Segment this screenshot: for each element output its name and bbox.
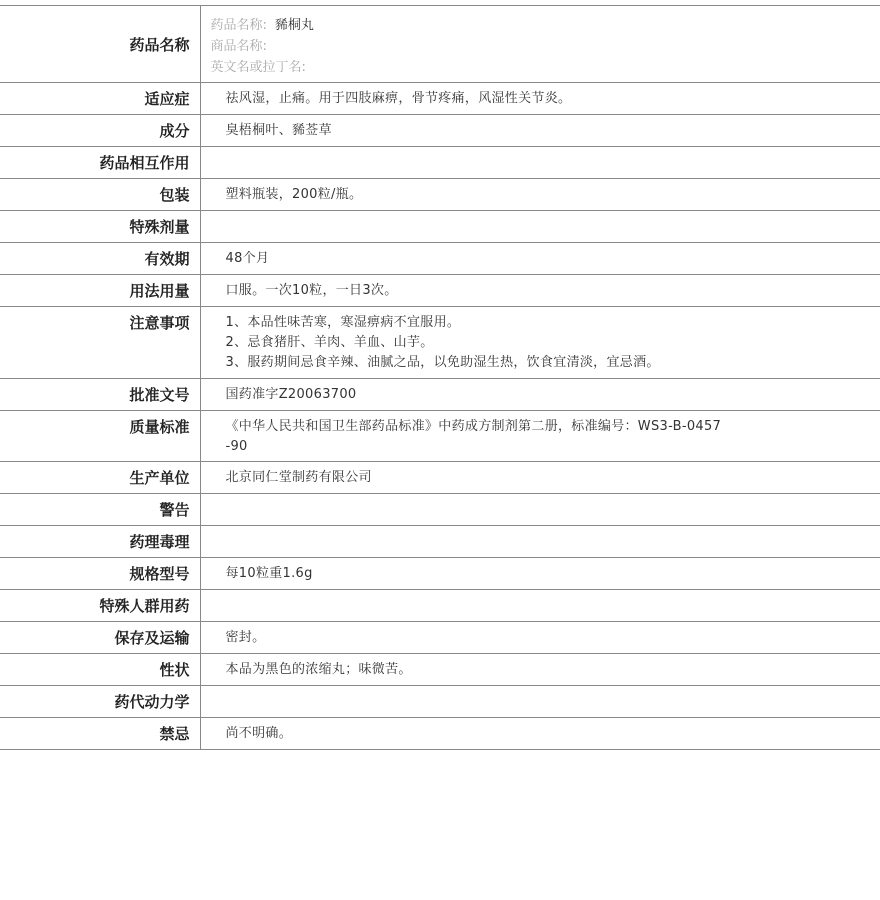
row-value-text	[201, 462, 880, 488]
row-value	[200, 115, 880, 147]
row-label-text: 药品名称	[129, 36, 190, 54]
row-value	[200, 147, 880, 179]
value-line: 塑料瓶装，200粒/瓶。	[225, 187, 363, 202]
generic-name-key: 药品名称:	[210, 18, 267, 33]
value-line: 祛风湿，止痛。用于四肢麻痹，骨节疼痛，风湿性关节炎。	[225, 91, 572, 106]
table-row	[0, 526, 880, 558]
row-value	[200, 211, 880, 243]
row-label-text: 药理毒理	[129, 533, 190, 551]
row-value	[200, 494, 880, 526]
row-label	[0, 411, 200, 462]
row-label-text: 特殊剂量	[129, 218, 190, 236]
row-label	[0, 654, 200, 686]
table-row	[0, 179, 880, 211]
table-row	[0, 307, 880, 379]
table-row	[0, 686, 880, 718]
value-line: 48个月	[225, 251, 270, 266]
table-row	[0, 147, 880, 179]
row-label-text: 特殊人群用药	[99, 597, 190, 615]
value-line: 尚不明确。	[225, 726, 293, 741]
row-value	[200, 718, 880, 750]
row-label-text: 禁忌	[159, 725, 190, 743]
table-row	[0, 462, 880, 494]
row-value-text	[201, 718, 880, 744]
row-label-text: 质量标准	[129, 418, 190, 436]
row-value	[200, 307, 880, 379]
row-value-text	[201, 275, 880, 301]
row-label-text: 生产单位	[129, 469, 190, 487]
value-line: 2、忌食猪肝、羊肉、羊血、山芋。	[225, 335, 434, 350]
table-row	[0, 411, 880, 462]
generic-name-line	[211, 15, 880, 36]
row-value	[200, 179, 880, 211]
row-label-text: 有效期	[144, 250, 190, 268]
row-label	[0, 494, 200, 526]
value-line: 北京同仁堂制药有限公司	[225, 470, 372, 485]
row-label	[0, 179, 200, 211]
row-value	[200, 462, 880, 494]
row-value-text	[201, 379, 880, 405]
table-row	[0, 718, 880, 750]
value-line: 密封。	[225, 630, 266, 645]
row-label	[0, 686, 200, 718]
row-label-text: 药代动力学	[114, 693, 190, 711]
row-label	[0, 115, 200, 147]
row-value	[200, 411, 880, 462]
value-line: 本品为黑色的浓缩丸；味微苦。	[225, 662, 412, 677]
row-value-text	[201, 243, 880, 269]
latin-name-line	[211, 57, 880, 78]
row-label	[0, 147, 200, 179]
table-row	[0, 211, 880, 243]
row-value-text	[201, 622, 880, 648]
row-value-text	[201, 307, 880, 373]
generic-name-value: 豨桐丸	[274, 18, 314, 33]
row-value	[200, 379, 880, 411]
row-value	[200, 243, 880, 275]
table-row	[0, 590, 880, 622]
table-row	[0, 83, 880, 115]
row-value	[200, 654, 880, 686]
row-value-text	[201, 83, 880, 109]
row-label	[0, 6, 200, 83]
table-row	[0, 494, 880, 526]
trade-name-line	[211, 36, 880, 57]
row-value-text	[201, 211, 880, 217]
row-label-text: 警告	[159, 501, 190, 519]
value-line: 臭梧桐叶、豨莶草	[225, 123, 332, 138]
row-value	[200, 590, 880, 622]
value-line: 口服。一次10粒，一日3次。	[225, 283, 398, 298]
row-value	[200, 558, 880, 590]
row-label	[0, 243, 200, 275]
row-value	[200, 83, 880, 115]
row-value-text	[201, 147, 880, 153]
row-label	[0, 590, 200, 622]
row-label	[0, 718, 200, 750]
row-value-text	[201, 115, 880, 141]
row-value-text	[201, 494, 880, 500]
table-row	[0, 558, 880, 590]
row-value	[200, 686, 880, 718]
row-value-text	[201, 558, 880, 584]
value-line: 每10粒重1.6g	[225, 566, 313, 581]
row-label	[0, 526, 200, 558]
value-line: -90	[225, 439, 248, 454]
row-label-text: 药品相互作用	[99, 154, 190, 172]
row-label-text: 保存及运输	[114, 629, 190, 647]
table-row	[0, 243, 880, 275]
table-row	[0, 115, 880, 147]
trade-name-key: 商品名称:	[210, 39, 267, 54]
row-value-text	[201, 686, 880, 692]
table-row	[0, 379, 880, 411]
row-value	[200, 275, 880, 307]
value-line: 《中华人民共和国卫生部药品标准》中药成方制剂第二册，标准编号：WS3-B-0457	[225, 419, 722, 434]
row-label	[0, 462, 200, 494]
row-value-text	[201, 526, 880, 532]
row-value-text	[201, 411, 880, 457]
row-label-text: 成分	[159, 122, 190, 140]
drug-info-table	[0, 5, 880, 750]
row-label	[0, 622, 200, 654]
row-label	[0, 307, 200, 379]
name-block	[200, 6, 880, 83]
row-label	[0, 83, 200, 115]
row-value	[200, 526, 880, 558]
row-label-text: 性状	[159, 661, 190, 679]
table-row	[0, 275, 880, 307]
value-line: 3、服药期间忌食辛辣、油腻之品，以免助湿生热，饮食宜清淡，宜忌酒。	[225, 355, 660, 370]
row-label-text: 用法用量	[129, 282, 190, 300]
row-value-text	[201, 179, 880, 205]
row-label	[0, 275, 200, 307]
row-label-text: 批准文号	[129, 386, 190, 404]
row-value-text	[201, 590, 880, 596]
row-label-text: 注意事项	[129, 314, 190, 332]
row-value-text	[201, 654, 880, 680]
table-row	[0, 654, 880, 686]
table-row	[0, 6, 880, 83]
row-label-text: 规格型号	[129, 565, 190, 583]
row-label	[0, 379, 200, 411]
row-label	[0, 558, 200, 590]
value-line: 国药准字Z20063700	[225, 387, 357, 402]
table-row	[0, 622, 880, 654]
row-label	[0, 211, 200, 243]
row-label-text: 包装	[159, 186, 190, 204]
latin-name-key: 英文名或拉丁名:	[210, 60, 306, 75]
row-label-text: 适应症	[144, 90, 190, 108]
value-line: 1、本品性味苦寒，寒湿痹病不宜服用。	[225, 315, 461, 330]
row-value	[200, 622, 880, 654]
